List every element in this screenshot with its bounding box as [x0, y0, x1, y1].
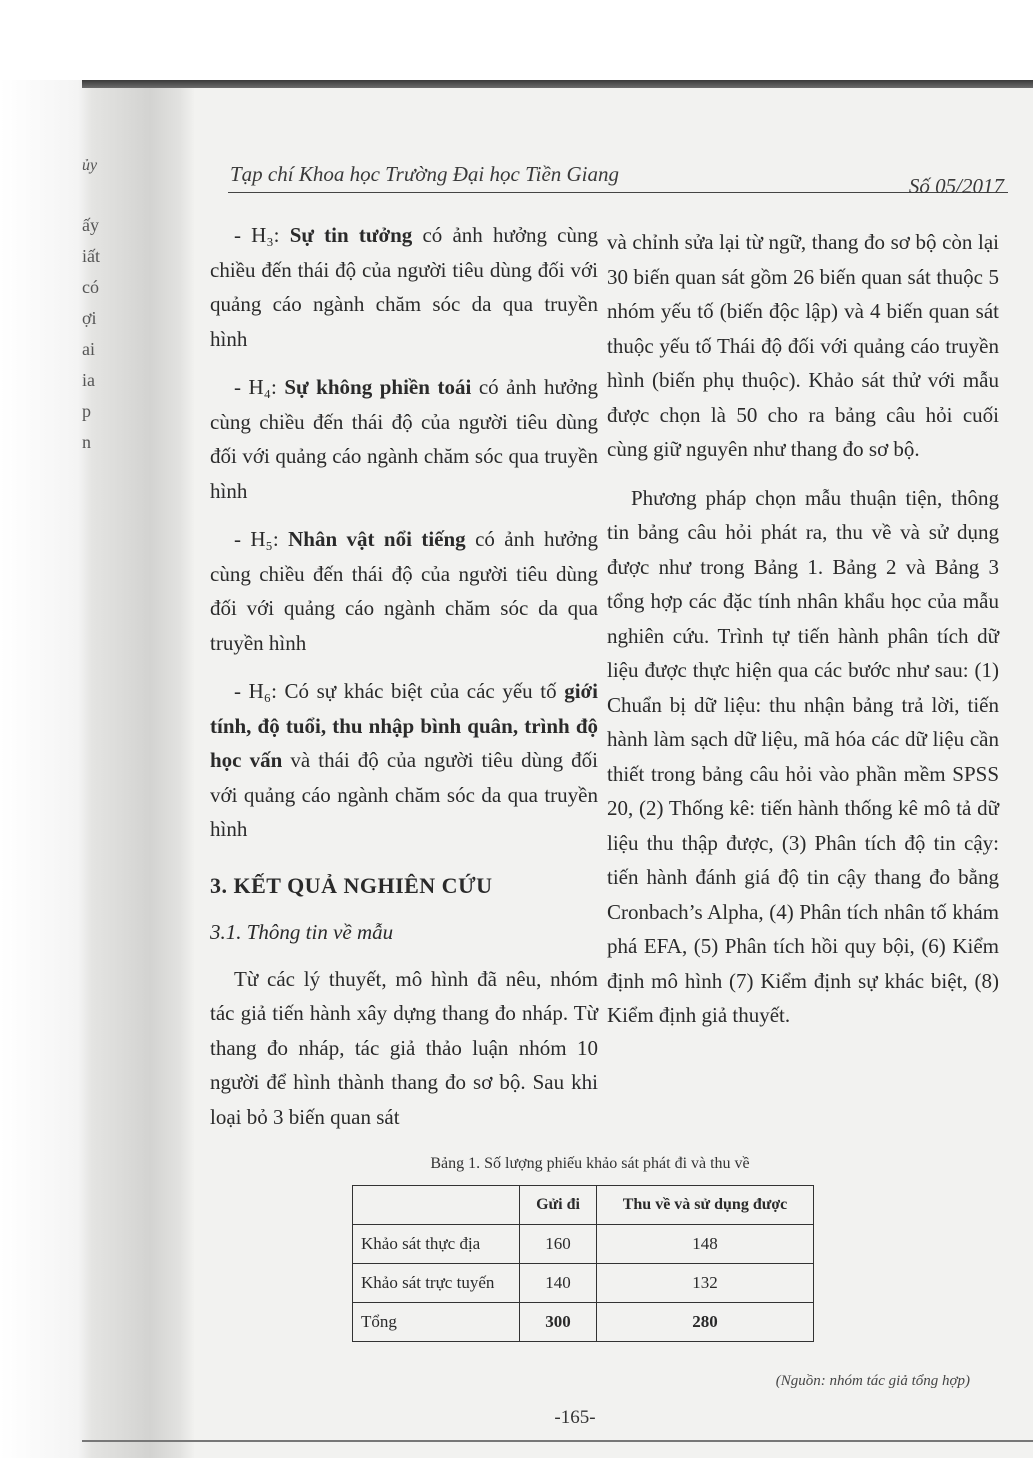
- hypothesis-h4: - H₄: Sự không phiền toái có ảnh hưởng cùng chiều đến thái độ của người tiêu dùng đối với quảng cáo ngành chăm sóc qua truyền hình: [210, 375, 598, 503]
- issue-number: Số 05/2017: [908, 174, 1004, 198]
- margin-fragment: ai: [82, 339, 95, 359]
- margin-fragment: iất: [82, 246, 100, 266]
- margin-fragment: ia: [82, 370, 95, 390]
- table-caption: Bảng 1. Số lượng phiếu khảo sát phát đi và thu về: [430, 1155, 750, 1172]
- right-column: [607, 225, 999, 1047]
- scan-top-edge: [82, 80, 1033, 88]
- section-heading: 3. KẾT QUẢ NGHIÊN CỨU: [210, 872, 493, 898]
- running-header: [228, 158, 1008, 198]
- margin-fragment: ấy: [82, 215, 99, 235]
- table-cell: 300: [520, 1303, 597, 1342]
- table-cell: 140: [520, 1264, 597, 1303]
- hypothesis-h5: - H₅: Nhân vật nổi tiếng có ảnh hưởng cùng chiều đến thái độ của người tiêu dùng đối với quảng cáo ngành chăm sóc da qua truyền hình: [210, 527, 598, 655]
- scan-bottom-edge: [82, 1440, 1033, 1442]
- left-column: [210, 218, 598, 1148]
- table-source-note: (Nguồn: nhóm tác giả tổng hợp): [775, 1373, 970, 1389]
- page-number: -165-: [554, 1407, 596, 1428]
- table-cell: 160: [520, 1225, 597, 1264]
- journal-title: Tạp chí Khoa học Trường Đại học Tiền Giang: [230, 162, 620, 186]
- table-header-cell: Gửi đi: [520, 1186, 597, 1225]
- table-header-cell: [353, 1186, 520, 1225]
- table-cell: Khảo sát trực tuyến: [353, 1264, 520, 1303]
- table-row: [353, 1225, 814, 1264]
- table-cell: Khảo sát thực địa: [353, 1225, 520, 1264]
- table-cell: 280: [597, 1303, 814, 1342]
- margin-fragment: p: [82, 401, 91, 421]
- body-paragraph: và chỉnh sửa lại từ ngữ, thang đo sơ bộ còn lại 30 biến quan sát gồm 26 biến quan sát thuộc 5 nhóm yếu tố (biến độc lập) và 4 biến quan sát thuộc yếu tố Thái độ đối với quảng cáo truyền hình (biến phụ thuộc). Khảo sát thử với mẫu được chọn là 50 cho ra bảng câu hỏi cuối cùng giữ nguyên như thang đo sơ bộ.: [607, 230, 999, 461]
- table-cell: 148: [597, 1225, 814, 1264]
- margin-fragment: n: [82, 432, 91, 452]
- body-paragraph: Từ các lý thuyết, mô hình đã nêu, nhóm tác giả tiến hành xây dựng thang đo nháp. Từ thang đo nháp, tác giả thảo luận nhóm 10 người để hình thành thang đo sơ bộ. Sau khi loại bỏ 3 biến quan sát: [210, 966, 598, 1129]
- adjacent-page-fragments: [82, 150, 122, 458]
- margin-fragment: có: [82, 277, 99, 297]
- table-row: [353, 1303, 814, 1342]
- body-paragraph: Phương pháp chọn mẫu thuận tiện, thông tin bảng câu hỏi phát ra, thu về và sử dụng được như trong Bảng 1. Bảng 2 và Bảng 3 tổng hợp các đặc tính nhân khẩu học của mẫu nghiên cứu. Trình tự tiến hành phân tích dữ liệu được thực hiện qua các bước như sau: (1) Chuẩn bị dữ liệu: thu nhận bảng trả lời, tiến hành làm sạch dữ liệu, mã hóa các dữ liệu cần thiết trong bảng câu hỏi vào phần mềm SPSS 20, (2) Thống kê: tiến hành thống kê mô tả dữ liệu thu thập được, (3) Phân tích độ tin cậy: tiến hành đánh giá độ tin cậy thang đo bằng Cronbach’s Alpha, (4) Phân tích nhân tố khám phá EFA, (5) Phân tích hồi quy bội, (6) Kiểm định mô hình (7) Kiểm định sự khác biệt, (8) Kiểm định giả thuyết.: [607, 485, 999, 1027]
- margin-fragment: ợi: [82, 308, 97, 328]
- survey-table: [352, 1185, 814, 1342]
- scan-top-margin: [0, 0, 1033, 80]
- hypothesis-h3: - H₃: Sự tin tưởng có ảnh hưởng cùng chiều đến thái độ của người tiêu dùng đối với quảng cáo ngành chăm sóc da qua truyền hình: [210, 223, 598, 351]
- table-row: [353, 1264, 814, 1303]
- table-cell: 132: [597, 1264, 814, 1303]
- table-header-cell: Thu về và sử dụng được: [597, 1186, 814, 1225]
- subsection-heading: 3.1. Thông tin về mẫu: [210, 920, 394, 944]
- table-cell: Tổng: [353, 1303, 520, 1342]
- hypothesis-h6: - H₆: Có sự khác biệt của các yếu tố giới tính, độ tuổi, thu nhập bình quân, trình độ học vấn và thái độ của người tiêu dùng đối với quảng cáo ngành chăm sóc da qua truyền hình: [210, 679, 598, 841]
- margin-fragment: ủy: [82, 157, 98, 174]
- table-header-row: [353, 1186, 814, 1225]
